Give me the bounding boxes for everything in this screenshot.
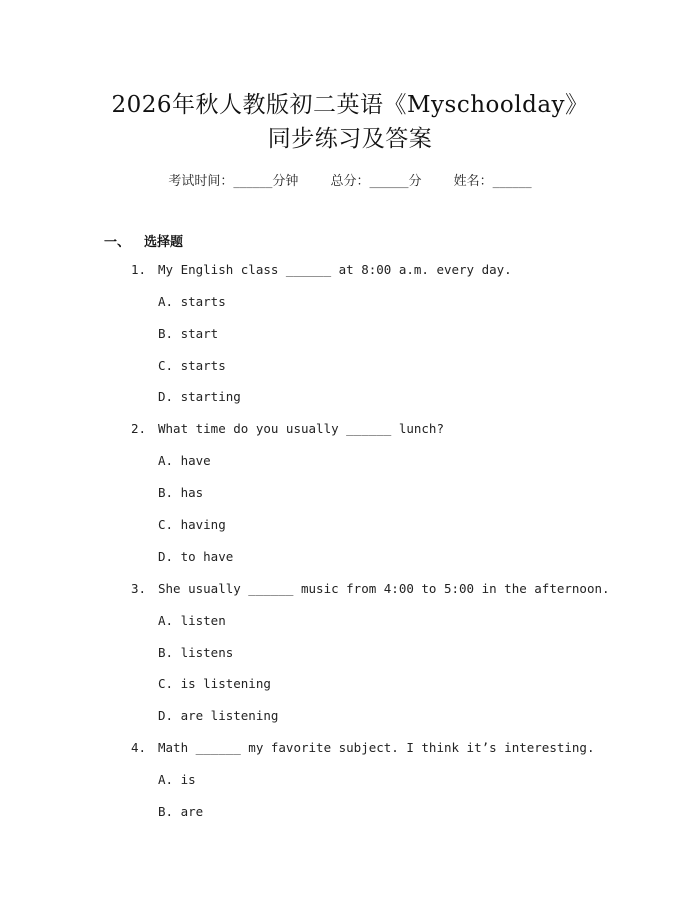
- section-title: 选择题: [144, 235, 184, 250]
- name-field: 姓名：______: [453, 174, 532, 189]
- answer-option: D. starting: [158, 389, 241, 404]
- document-title-line2: 同步练习及答案: [267, 126, 433, 152]
- answer-option: B. start: [158, 326, 219, 341]
- answer-option: A. is: [158, 772, 196, 787]
- answer-option: B. are: [158, 804, 204, 819]
- answer-option: A. starts: [158, 294, 226, 309]
- question-text: My English class ______ at 8:00 a.m. every day.: [158, 262, 512, 277]
- answer-option: D. are listening: [158, 708, 279, 723]
- question-number: 2.: [131, 421, 147, 436]
- exam-time-field: 考试时间：______分钟: [168, 174, 299, 189]
- question-text: Math ______ my favorite subject. I think it’s interesting.: [158, 740, 595, 755]
- answer-option: C. having: [158, 517, 226, 532]
- answer-option: C. starts: [158, 358, 226, 373]
- answer-option: A. listen: [158, 613, 226, 628]
- section-number: 一、: [104, 235, 131, 250]
- document-title-line1: 2026年秋人教版初二英语《Myschoolday》: [111, 92, 589, 118]
- question-number: 1.: [131, 262, 147, 277]
- question-text: What time do you usually ______ lunch?: [158, 421, 444, 436]
- exam-info: [0, 170, 700, 189]
- question-text: She usually ______ music from 4:00 to 5:00 in the afternoon.: [158, 581, 610, 596]
- answer-option: B. has: [158, 485, 204, 500]
- answer-option: B. listens: [158, 645, 234, 660]
- total-score-field: 总分：______分: [330, 174, 422, 189]
- section-heading: [104, 231, 183, 250]
- answer-option: A. have: [158, 453, 211, 468]
- answer-option: C. is listening: [158, 676, 271, 691]
- answer-option: D. to have: [158, 549, 234, 564]
- question-number: 3.: [131, 581, 147, 596]
- question-number: 4.: [131, 740, 147, 755]
